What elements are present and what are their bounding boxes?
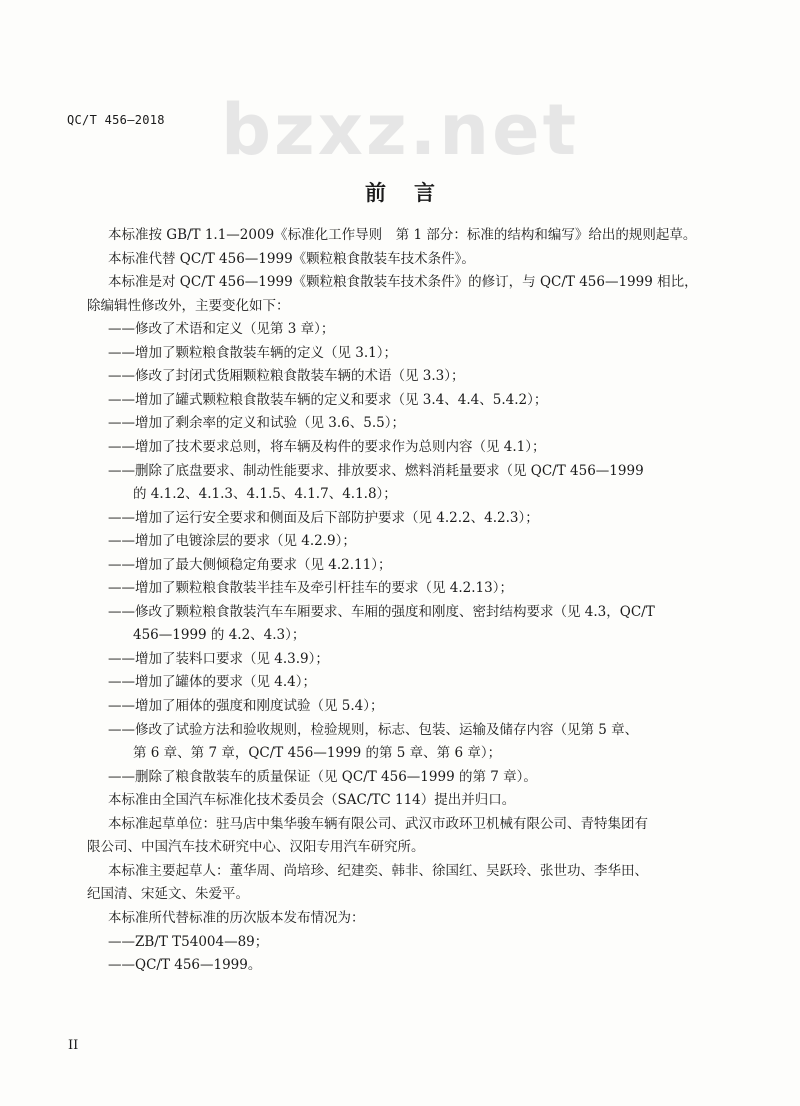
paragraph-line: 本标准代替 QC/T 456—1999《颗粒粮食散装车技术条件》。 bbox=[108, 250, 475, 267]
paragraph-line: 本标准主要起草人：董华周、尚培珍、纪建奕、韩非、徐国红、吴跃玲、张世功、李华田、 bbox=[108, 862, 648, 879]
change-list-item: ——增加了颗粒粮食散装半挂车及牵引杆挂车的要求（见 4.2.13）； bbox=[108, 580, 513, 597]
watermark: bzxz.net bbox=[220, 89, 580, 171]
paragraph-continuation: 纪国清、宋延文、朱爱平。 bbox=[87, 886, 249, 903]
change-list-item: ——增加了颗粒粮食散装车辆的定义（见 3.1）； bbox=[108, 344, 398, 361]
paragraph-continuation: 除编辑性修改外，主要变化如下： bbox=[87, 297, 290, 314]
change-list-item: ——修改了颗粒粮食散装汽车车厢要求、车厢的强度和刚度、密封结构要求（见 4.3，QC/T bbox=[108, 603, 655, 620]
change-list-item: ——修改了术语和定义（见第 3 章）； bbox=[108, 321, 335, 338]
page-number: II bbox=[68, 1038, 79, 1053]
change-list-item: ——增加了罐体的要求（见 4.4）； bbox=[108, 674, 317, 691]
paragraph-line: 本标准是对 QC/T 456—1999《颗粒粮食散装车技术条件》的修订，与 QC/T 456—1999 相比， bbox=[108, 274, 698, 291]
change-list-item: ——增加了装料口要求（见 4.3.9）； bbox=[108, 650, 329, 667]
change-list-item: ——ZB/T T54004—89； bbox=[108, 933, 269, 950]
change-list-item: ——增加了电镀涂层的要求（见 4.2.9）； bbox=[108, 533, 356, 550]
paragraph-line: 本标准由全国汽车标准化技术委员会（SAC/TC 114）提出并归口。 bbox=[108, 792, 516, 809]
document-code-header: QC/T 456—2018 bbox=[67, 113, 165, 127]
paragraph-line: 本标准按 GB/T 1.1—2009《标准化工作导则 第 1 部分：标准的结构和编写》给出的规则起草。 bbox=[108, 227, 697, 243]
change-list-item: ——增加了最大侧倾稳定角要求（见 4.2.11）； bbox=[108, 556, 392, 573]
change-list-item: ——增加了罐式颗粒粮食散装车辆的定义和要求（见 3.4、4.4、5.4.2）； bbox=[108, 391, 548, 408]
change-list-item: ——修改了试验方法和验收规则，检验规则，标志、包装、运输及储存内容（见第 5 章、 bbox=[108, 721, 639, 738]
change-list-item: ——删除了底盘要求、制动性能要求、排放要求、燃料消耗量要求（见 QC/T 456—1999 bbox=[108, 462, 644, 479]
paragraph-continuation: 限公司、中国汽车技术研究中心、汉阳专用汽车研究所。 bbox=[87, 839, 425, 856]
change-list-item: ——增加了剩余率的定义和试验（见 3.6、5.5）； bbox=[108, 415, 405, 432]
change-list-item: ——增加了运行安全要求和侧面及后下部防护要求（见 4.2.2、4.2.3）； bbox=[108, 509, 539, 526]
paragraph-line: 本标准起草单位：驻马店中集华骏车辆有限公司、武汉市政环卫机械有限公司、青特集团有 bbox=[108, 815, 648, 832]
change-list-item: ——QC/T 456—1999。 bbox=[108, 957, 262, 974]
change-list-item-continuation: 456—1999 的 4.2、4.3）； bbox=[133, 627, 306, 644]
change-list-item-continuation: 的 4.1.2、4.1.3、4.1.5、4.1.7、4.1.8）； bbox=[133, 486, 397, 503]
page-title: 前言 bbox=[365, 181, 463, 205]
change-list-item: ——删除了粮食散装车的质量保证（见 QC/T 456—1999 的第 7 章）。 bbox=[108, 768, 537, 785]
change-list-item-continuation: 第 6 章、第 7 章，QC/T 456—1999 的第 5 章、第 6 章）； bbox=[133, 745, 502, 762]
paragraph-line: 本标准所代替标准的历次版本发布情况为： bbox=[108, 909, 365, 926]
change-list-item: ——修改了封闭式货厢颗粒粮食散装车辆的术语（见 3.3）； bbox=[108, 368, 465, 385]
change-list-item: ——增加了厢体的强度和刚度试验（见 5.4）； bbox=[108, 698, 384, 714]
change-list-item: ——增加了技术要求总则，将车辆及构件的要求作为总则内容（见 4.1）； bbox=[108, 438, 546, 455]
